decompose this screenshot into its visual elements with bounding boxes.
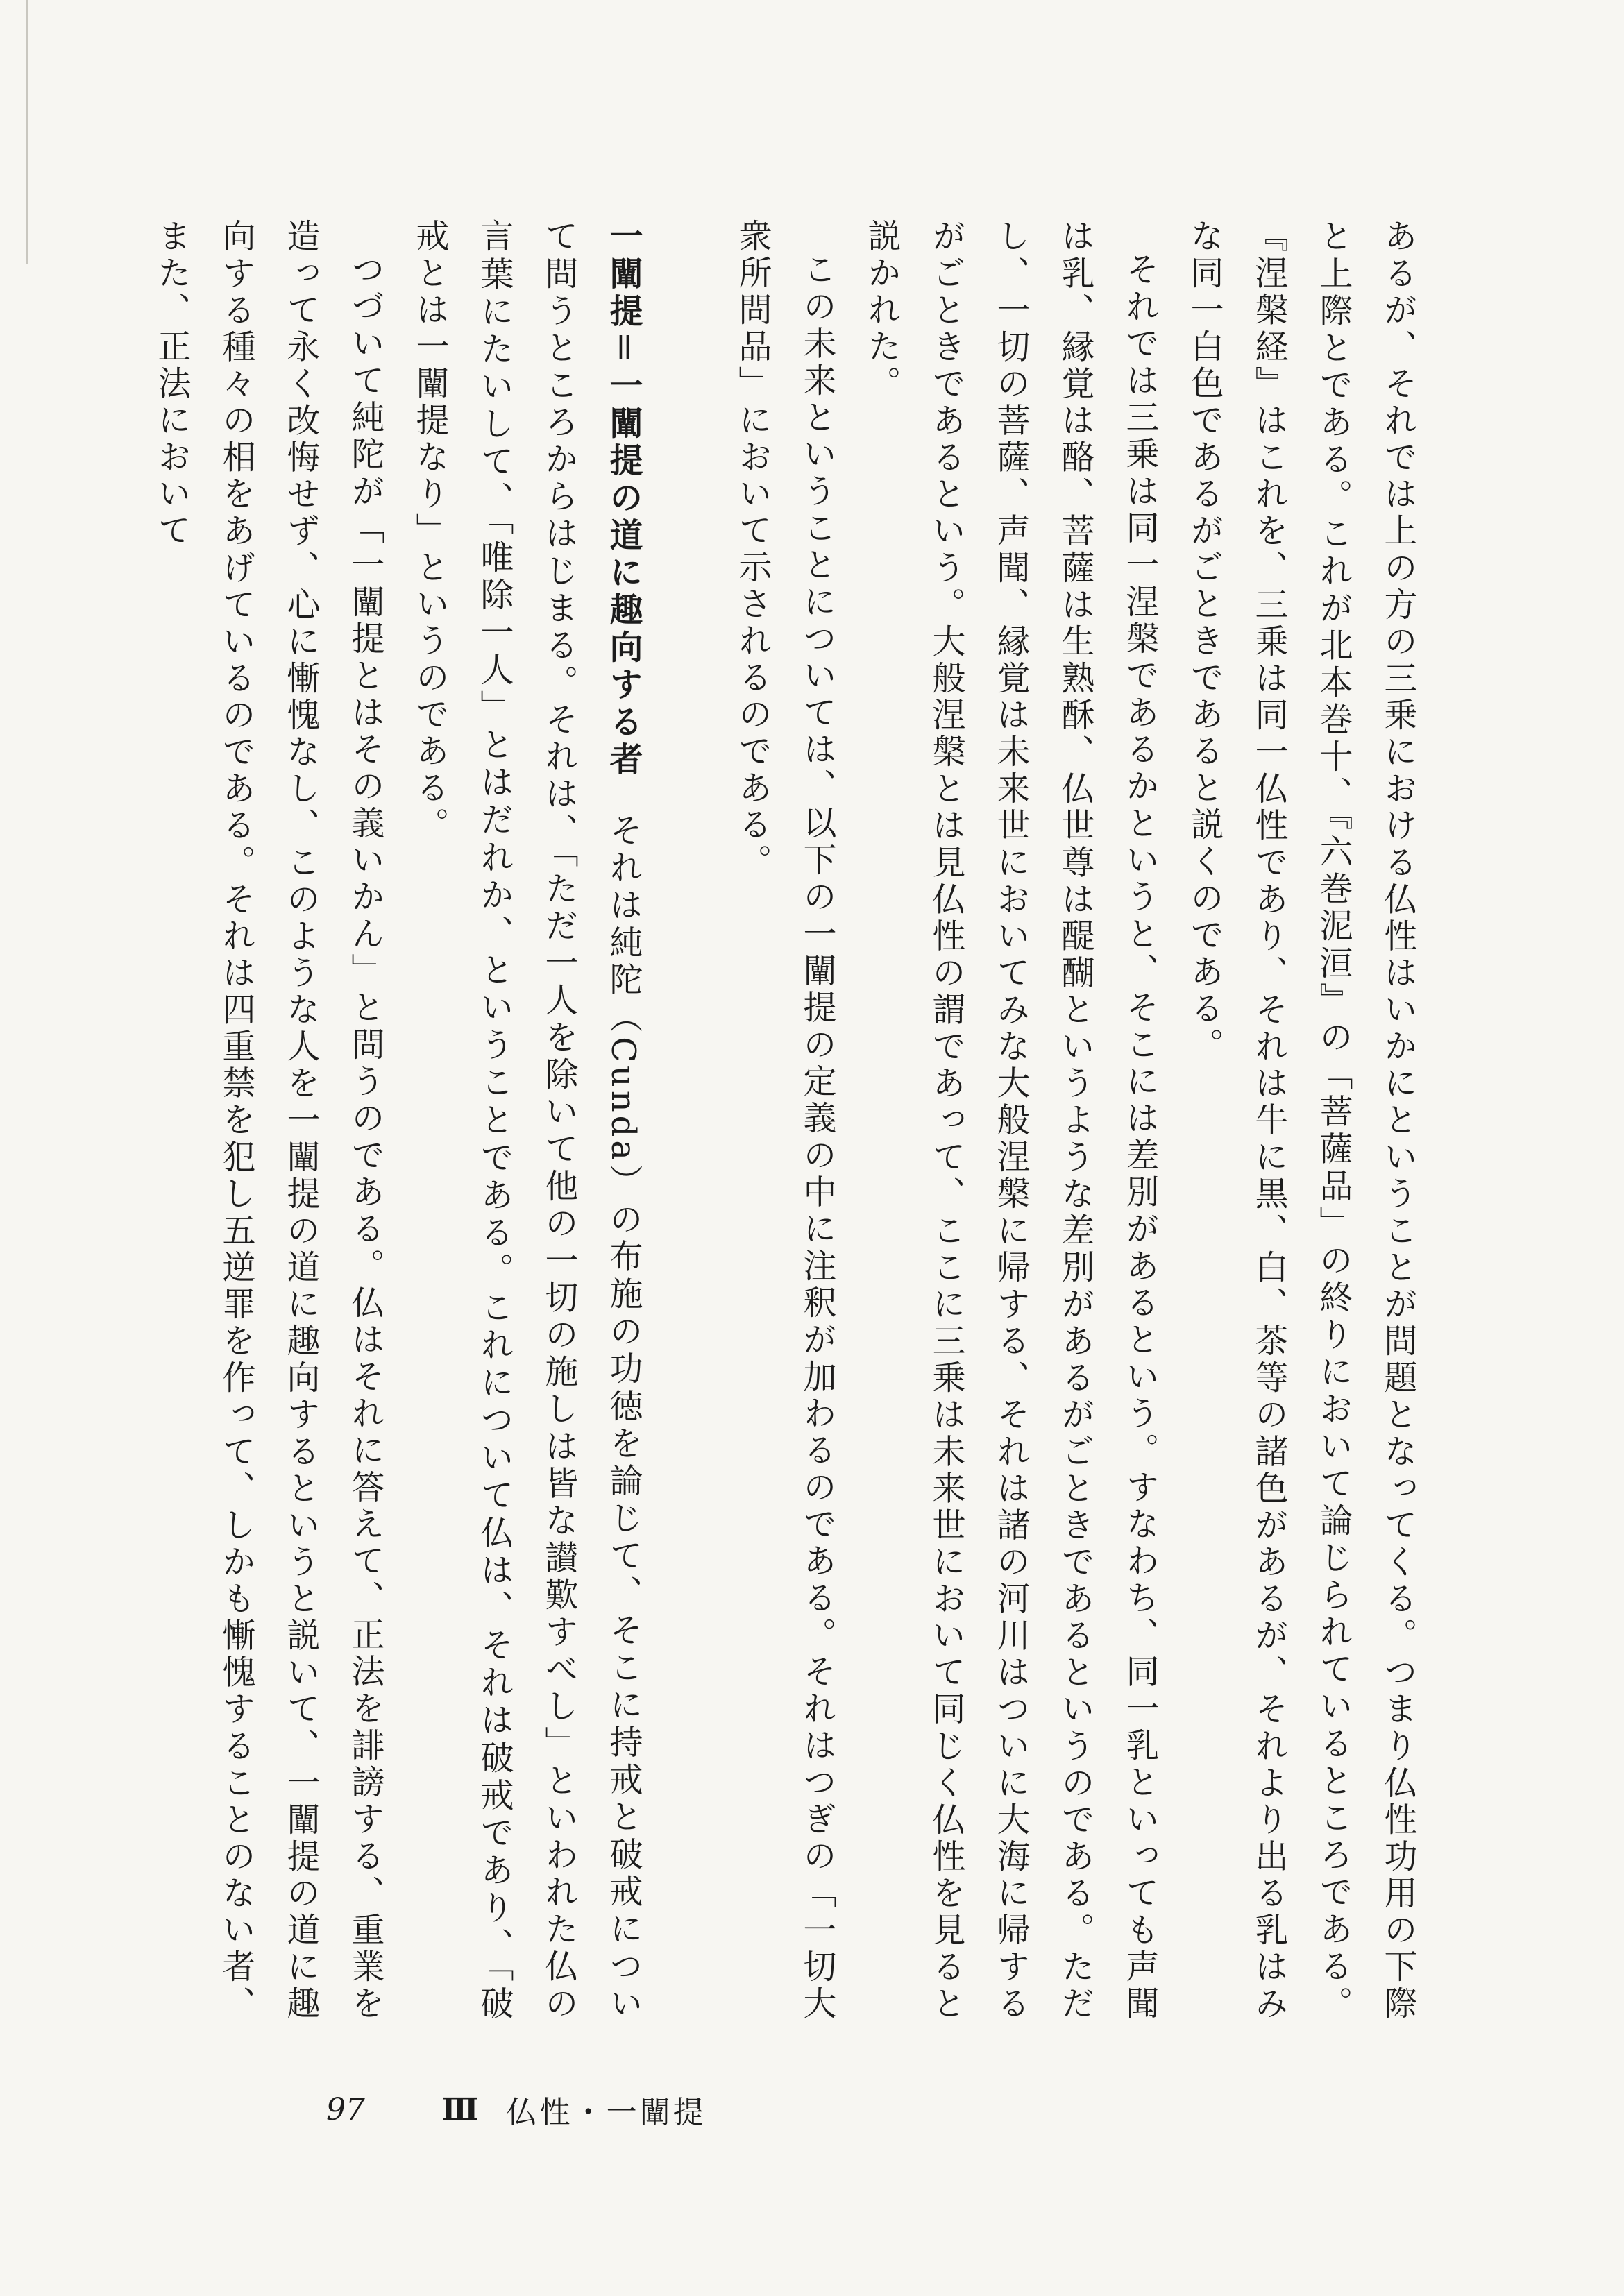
- paragraph-5: つづいて純陀が「一闡提とはその義いかん」と問うのである。仏はそれに答えて、正法を誹謗する、重業を造って永く改悔せず、心に慚愧なし、このような人を一闡提の道に趣向するというと説いて、一闡提の道に趣向する種々の相をあげているのである。それは四重禁を犯し五逆罪を作って、しかも慚愧することのない者、また、正法において: [152, 219, 384, 2023]
- section-spacer: [655, 219, 720, 2023]
- vertical-body-text: [125, 219, 1430, 2023]
- paragraph-4-text: それは純陀（Cunda）の布施の功徳を論じて、そこに持戒と破戒について問うところからはじまる。それは、「ただ一人を除いて他の一切の施しは皆な讃歎すべし」といわれた仏の言葉にたいして、「唯除一人」とはだれか、ということである。これについて仏は、それは破戒であり、「破戒とは一闡提なり」というのである。: [410, 219, 643, 2023]
- paragraph-3: この未来ということについては、以下の一闡提の定義の中に注釈が加わるのである。それはつぎの「一切大衆所問品」において示されるのである。: [733, 219, 836, 2023]
- paragraph-1: あるが、それでは上の方の三乗における仏性はいかにということが問題となってくる。つまり仏性功用の下際と上際とである。これが北本巻十、『六巻泥洹』の「菩薩品」の終りにおいて論じられているところである。『涅槃経』はこれを、三乗は同一仏性であり、それは牛に黒、白、茶等の諸色があるが、それより出る乳はみな同一白色であるがごときであると説くのである。: [1185, 219, 1417, 2023]
- page-footer: [326, 2089, 707, 2130]
- section-heading: 一闡提＝一闡提の道に趣向する者: [604, 219, 643, 779]
- running-title: 仏性・一闡提: [506, 2095, 707, 2130]
- binding-edge-line: [26, 0, 28, 264]
- paragraph-4: [397, 219, 655, 2023]
- page-number: 97: [326, 2091, 365, 2127]
- chapter-numeral: Ⅲ: [441, 2091, 479, 2127]
- paragraph-2: それでは三乗は同一涅槃であるかというと、そこには差別があるという。すなわち、同一乳といっても声聞は乳、縁覚は酪、菩薩は生熟酥、仏世尊は醍醐というような差別があるがごときであるというのである。ただし、一切の菩薩、声聞、縁覚は未来世においてみな大般涅槃に帰する、それは諸の河川はついに大海に帰するがごときであるという。大般涅槃とは見仏性の謂であって、ここに三乗は未来世において同じく仏性を見ると説かれた。: [862, 219, 1159, 2023]
